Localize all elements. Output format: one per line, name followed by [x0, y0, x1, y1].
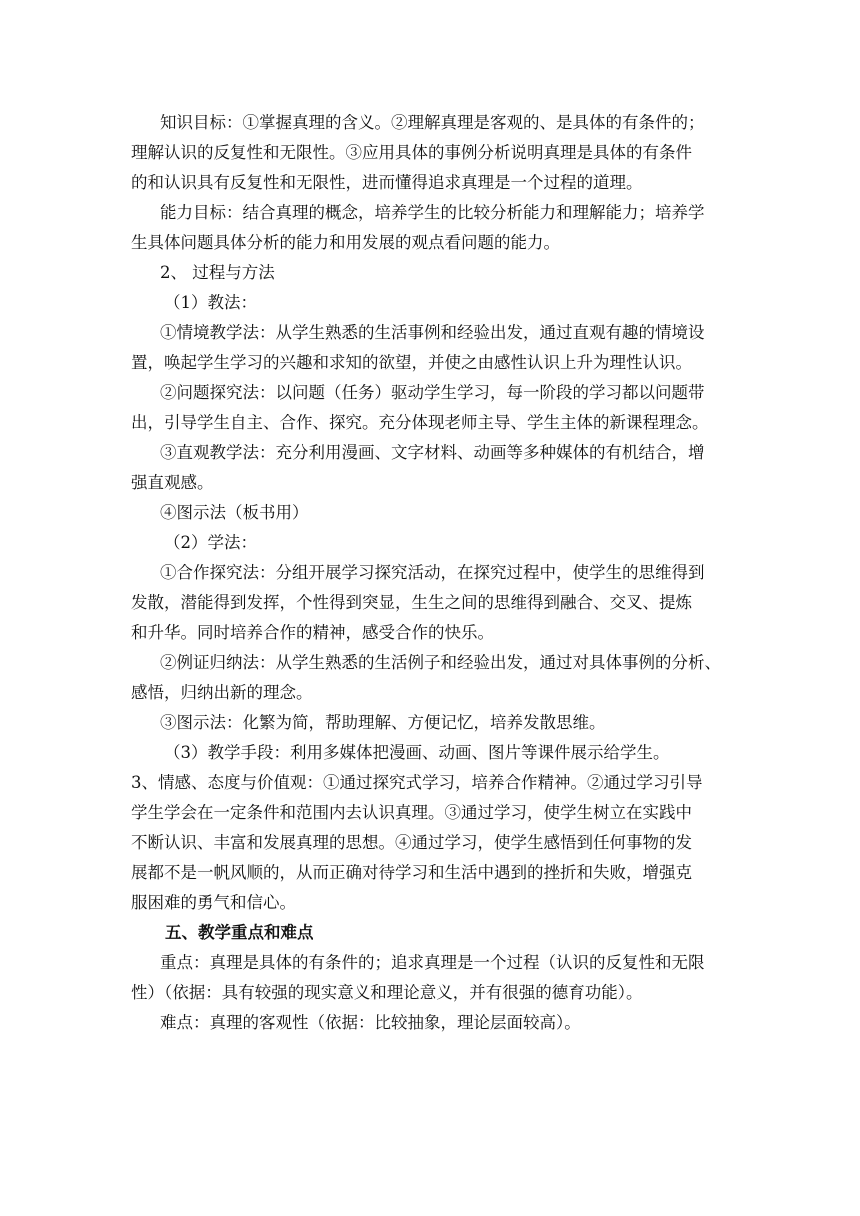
paragraph-line: 知识目标：①掌握真理的含义。②理解真理是客观的、是具体的有条件的；	[160, 113, 705, 132]
paragraph-line: 理解认识的反复性和无限性。③应用具体的事例分析说明真理是具体的有条件	[131, 143, 692, 162]
paragraph-line: 强直观感。	[131, 473, 214, 492]
paragraph-line: ③图示法：化繁为简，帮助理解、方便记忆，培养发散思维。	[160, 713, 606, 732]
paragraph-line: ①合作探究法：分组开展学习探究活动，在探究过程中，使学生的思维得到	[160, 563, 705, 582]
paragraph-line: 学生学会在一定条件和范围内去认识真理。③通过学习，使学生树立在实践中	[131, 803, 692, 822]
paragraph-line: 出，引导学生自主、合作、探究。充分体现老师主导、学生主体的新课程理念。	[131, 413, 709, 432]
paragraph-line: ④图示法（板书用）	[160, 503, 309, 522]
paragraph-line: 不断认识、丰富和发展真理的思想。④通过学习，使学生感悟到任何事物的发	[131, 833, 692, 852]
paragraph-line: 生具体问题具体分析的能力和用发展的观点看问题的能力。	[131, 233, 560, 252]
section-heading: 五、教学重点和难点	[165, 923, 314, 942]
paragraph-line: 的和认识具有反复性和无限性，进而懂得追求真理是一个过程的道理。	[131, 173, 643, 192]
paragraph-line: ③直观教学法：充分利用漫画、文字材料、动画等多种媒体的有机结合，增	[160, 443, 705, 462]
document-page	[131, 108, 735, 1038]
paragraph-line: ②问题探究法：以问题（任务）驱动学生学习，每一阶段的学习都以问题带	[160, 383, 705, 402]
paragraph-line: 难点：真理的客观性（依据：比较抽象，理论层面较高）。	[160, 1013, 581, 1032]
paragraph-line: ①情境教学法：从学生熟悉的生活事例和经验出发，通过直观有趣的情境设	[160, 323, 705, 342]
paragraph-line: 置，唤起学生学习的兴趣和求知的欲望，并使之由感性认识上升为理性认识。	[131, 353, 692, 372]
paragraph-line: 重点：真理是具体的有条件的；追求真理是一个过程（认识的反复性和无限	[160, 953, 705, 972]
paragraph-line: 能力目标：结合真理的概念，培养学生的比较分析能力和理解能力；培养学	[160, 203, 705, 222]
paragraph-line: 展都不是一帆风顺的，从而正确对待学习和生活中遇到的挫折和失败，增强克	[131, 863, 692, 882]
paragraph-line: 性）（依据：具有较强的现实意义和理论意义，并有很强的德育功能）。	[131, 983, 643, 1002]
section-heading: 2、 过程与方法	[160, 263, 275, 282]
paragraph-line: ②例证归纳法：从学生熟悉的生活例子和经验出发，通过对具体事例的分析、	[160, 653, 721, 672]
paragraph-line: 和升华。同时培养合作的精神，感受合作的快乐。	[131, 623, 494, 642]
subsection-heading: （2）学法：	[164, 533, 257, 552]
paragraph-line: 感悟，归纳出新的理念。	[131, 683, 313, 702]
paragraph-line: 服困难的勇气和信心。	[131, 893, 296, 912]
paragraph-line: 3、情感、态度与价值观：①通过探究式学习，培养合作精神。②通过学习引导	[131, 773, 703, 792]
subsection-heading: （1）教法：	[164, 293, 257, 312]
paragraph-line: 发散，潜能得到发挥，个性得到突显，生生之间的思维得到融合、交叉、提炼	[131, 593, 692, 612]
subsection-heading: （3）教学手段：利用多媒体把漫画、动画、图片等课件展示给学生。	[164, 743, 670, 762]
